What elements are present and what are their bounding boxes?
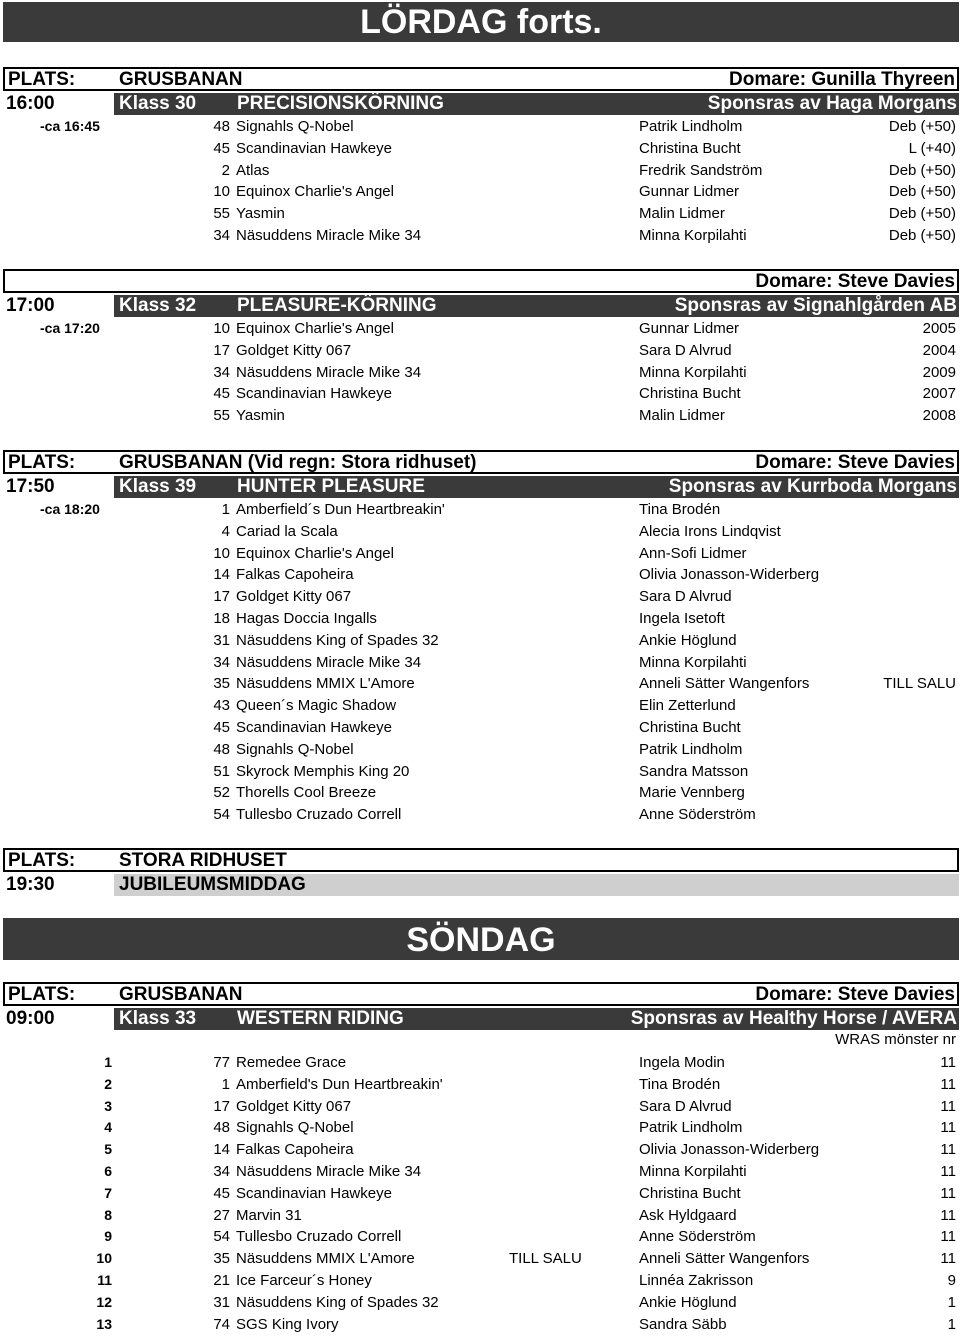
horse-name: Atlas bbox=[236, 161, 270, 179]
entry-row bbox=[0, 804, 960, 826]
horse-name: Näsuddens MMIX L'Amore bbox=[236, 675, 415, 693]
venue-row-4 bbox=[3, 848, 959, 872]
rider-name: Alecia Irons Lindqvist bbox=[639, 522, 781, 540]
horse-name: Scandinavian Hawkeye bbox=[236, 385, 392, 403]
entry-extra: 2007 bbox=[922, 385, 956, 403]
entry-row bbox=[0, 181, 960, 203]
class-name: PLEASURE-KÖRNING bbox=[237, 295, 437, 316]
rider-name: Minna Korpilahti bbox=[639, 653, 747, 671]
horse-name: Signahls Q-Nobel bbox=[236, 1119, 354, 1137]
venue-row-5 bbox=[3, 982, 959, 1006]
rider-name: Sara D Alvrud bbox=[639, 341, 732, 359]
start-time: 17:50 bbox=[6, 476, 55, 497]
rider-name: Christina Bucht bbox=[639, 1184, 741, 1202]
entry-row bbox=[0, 1139, 960, 1161]
start-number: 10 bbox=[213, 544, 230, 562]
start-number: 1 bbox=[221, 501, 230, 518]
horse-name: Näsuddens King of Spades 32 bbox=[236, 1293, 439, 1311]
arena-name: STORA RIDHUSET bbox=[119, 850, 287, 871]
class-number: Klass 30 bbox=[119, 93, 197, 114]
venue-row-1 bbox=[3, 67, 959, 91]
horse-name: Hagas Doccia Ingalls bbox=[236, 609, 377, 627]
start-number: 1 bbox=[221, 1075, 230, 1093]
entry-row bbox=[0, 362, 960, 384]
entry-row bbox=[0, 1248, 960, 1270]
start-time: 09:00 bbox=[6, 1008, 55, 1029]
class-header-30 bbox=[3, 93, 959, 115]
start-time: 19:30 bbox=[6, 874, 55, 895]
placing: 5 bbox=[104, 1141, 112, 1158]
arena-name: GRUSBANAN bbox=[119, 984, 243, 1005]
dinner-bar bbox=[114, 874, 959, 896]
start-number: 55 bbox=[213, 407, 230, 425]
start-number: 17 bbox=[213, 588, 230, 606]
class-header-33 bbox=[3, 1008, 959, 1030]
entry-extra: 11 bbox=[940, 1162, 956, 1180]
rider-name: Ankie Höglund bbox=[639, 1293, 737, 1311]
entry-row bbox=[0, 782, 960, 804]
entry-extra: Deb (+50) bbox=[888, 161, 956, 179]
entry-row bbox=[0, 1074, 960, 1096]
entry-row bbox=[0, 499, 960, 521]
horse-name: Näsuddens Miracle Mike 34 bbox=[236, 653, 422, 671]
judge-name: Domare: Gunilla Thyreen bbox=[729, 69, 955, 90]
entry-row bbox=[0, 1314, 960, 1336]
entry-row bbox=[0, 717, 960, 739]
rider-name: Anneli Sätter Wangenfors bbox=[639, 675, 810, 693]
entry-row bbox=[0, 1292, 960, 1314]
horse-name: Yasmin bbox=[236, 205, 285, 223]
dinner-row bbox=[3, 874, 959, 896]
start-number: 43 bbox=[213, 697, 230, 715]
placing: 13 bbox=[96, 1315, 112, 1332]
class-bar bbox=[114, 295, 959, 317]
start-number: 45 bbox=[213, 385, 230, 403]
rider-name: Tina Brodén bbox=[639, 1075, 721, 1093]
class-sponsor: Sponsras av Haga Morgans bbox=[707, 93, 957, 114]
start-number: 52 bbox=[213, 784, 230, 802]
day-title-saturday: LÖRDAG forts. bbox=[3, 2, 959, 42]
start-number: 14 bbox=[213, 566, 230, 584]
wras-pattern-header: WRAS mönster nr bbox=[835, 1031, 956, 1048]
start-time: 17:00 bbox=[6, 295, 55, 316]
start-number: 18 bbox=[213, 609, 230, 627]
entry-list-class-32 bbox=[0, 318, 960, 427]
horse-name: Marvin 31 bbox=[236, 1206, 302, 1224]
entry-row bbox=[0, 1096, 960, 1118]
entry-extra: 2009 bbox=[922, 363, 956, 381]
class-sponsor: Sponsras av Healthy Horse / AVERA bbox=[630, 1008, 957, 1029]
rider-name: Olivia Jonasson-Widerberg bbox=[639, 566, 820, 584]
entry-row bbox=[0, 138, 960, 160]
horse-name: Amberfield´s Dun Heartbreakin' bbox=[236, 501, 445, 518]
class-name: PRECISIONSKÖRNING bbox=[237, 93, 444, 114]
entry-row bbox=[0, 116, 960, 138]
horse-name: Näsuddens King of Spades 32 bbox=[236, 631, 439, 649]
rider-name: Olivia Jonasson-Widerberg bbox=[639, 1141, 820, 1159]
entry-extra: 2005 bbox=[922, 320, 956, 337]
judge-name: Domare: Steve Davies bbox=[755, 984, 955, 1005]
entry-extra: 11 bbox=[940, 1119, 956, 1137]
rider-name: Minna Korpilahti bbox=[639, 226, 747, 244]
entry-row bbox=[0, 1161, 960, 1183]
entry-row bbox=[0, 383, 960, 405]
placing: 7 bbox=[104, 1184, 112, 1201]
rider-name: Gunnar Lidmer bbox=[639, 183, 740, 201]
class-bar bbox=[114, 1008, 959, 1030]
entry-extra: Deb (+50) bbox=[888, 226, 956, 244]
rider-name: Christina Bucht bbox=[639, 139, 741, 157]
start-number: 14 bbox=[213, 1141, 230, 1159]
entry-extra: 9 bbox=[947, 1271, 956, 1289]
entry-extra: Deb (+50) bbox=[888, 118, 956, 135]
horse-name: Ice Farceur´s Honey bbox=[236, 1271, 372, 1289]
horse-name: Thorells Cool Breeze bbox=[236, 784, 377, 802]
placing: 12 bbox=[96, 1293, 112, 1310]
approx-time: -ca 18:20 bbox=[40, 501, 100, 517]
arena-name: GRUSBANAN (Vid regn: Stora ridhuset) bbox=[119, 452, 477, 473]
rider-name: Sandra Matsson bbox=[639, 762, 749, 780]
entry-row bbox=[0, 1226, 960, 1248]
horse-name: Tullesbo Cruzado Correll bbox=[236, 806, 402, 824]
horse-name: Scandinavian Hawkeye bbox=[236, 718, 392, 736]
rider-name: Patrik Lindholm bbox=[639, 118, 743, 135]
entry-list-class-30 bbox=[0, 116, 960, 247]
rider-name: Christina Bucht bbox=[639, 718, 741, 736]
rider-name: Malin Lidmer bbox=[639, 205, 725, 223]
event-name: JUBILEUMSMIDDAG bbox=[119, 874, 306, 895]
rider-name: Malin Lidmer bbox=[639, 407, 725, 425]
arena-name: GRUSBANAN bbox=[119, 69, 243, 90]
start-number: 35 bbox=[213, 1250, 230, 1268]
rider-name: Elin Zetterlund bbox=[639, 697, 736, 715]
rider-name: Patrik Lindholm bbox=[639, 740, 743, 758]
start-number: 45 bbox=[213, 139, 230, 157]
entry-row bbox=[0, 739, 960, 761]
horse-name: Queen´s Magic Shadow bbox=[236, 697, 397, 715]
placing: 2 bbox=[104, 1075, 112, 1092]
entry-row bbox=[0, 340, 960, 362]
entry-row bbox=[0, 630, 960, 652]
rider-name: Gunnar Lidmer bbox=[639, 320, 740, 337]
start-number: 34 bbox=[213, 653, 230, 671]
rider-name: Sara D Alvrud bbox=[639, 588, 732, 606]
horse-name: Scandinavian Hawkeye bbox=[236, 139, 392, 157]
rider-name: Sandra Säbb bbox=[639, 1315, 727, 1333]
rider-name: Patrik Lindholm bbox=[639, 1119, 743, 1137]
entry-extra: Deb (+50) bbox=[888, 183, 956, 201]
horse-name: Equinox Charlie's Angel bbox=[236, 544, 394, 562]
horse-name: Goldget Kitty 067 bbox=[236, 341, 352, 359]
entry-extra: L (+40) bbox=[908, 139, 956, 157]
rider-name: Ingela Modin bbox=[639, 1054, 725, 1071]
start-number: 31 bbox=[213, 631, 230, 649]
start-number: 27 bbox=[213, 1206, 230, 1224]
entry-list-class-39 bbox=[0, 499, 960, 826]
class-name: WESTERN RIDING bbox=[237, 1008, 404, 1029]
class-number: Klass 33 bbox=[119, 1008, 197, 1029]
entry-extra: TILL SALU bbox=[883, 675, 956, 693]
entry-row bbox=[0, 521, 960, 543]
entry-row bbox=[0, 586, 960, 608]
horse-name: Falkas Capoheira bbox=[236, 1141, 354, 1159]
entry-row bbox=[0, 1205, 960, 1227]
approx-time: -ca 17:20 bbox=[40, 320, 100, 336]
start-number: 35 bbox=[213, 675, 230, 693]
horse-name: Signahls Q-Nobel bbox=[236, 740, 354, 758]
entry-row bbox=[0, 1052, 960, 1074]
class-number: Klass 39 bbox=[119, 476, 197, 497]
start-number: 2 bbox=[221, 161, 230, 179]
entry-row bbox=[0, 673, 960, 695]
start-number: 77 bbox=[213, 1054, 230, 1071]
horse-name: Näsuddens Miracle Mike 34 bbox=[236, 226, 422, 244]
entry-extra: 11 bbox=[940, 1228, 956, 1246]
horse-name: Skyrock Memphis King 20 bbox=[236, 762, 410, 780]
entry-extra: Deb (+50) bbox=[888, 205, 956, 223]
start-number: 10 bbox=[213, 183, 230, 201]
start-number: 74 bbox=[213, 1315, 230, 1333]
horse-name: Näsuddens MMIX L'Amore bbox=[236, 1250, 415, 1268]
start-number: 55 bbox=[213, 205, 230, 223]
venue-row-3 bbox=[3, 450, 959, 474]
start-number: 34 bbox=[213, 226, 230, 244]
plats-label: PLATS: bbox=[8, 850, 76, 871]
placing: 9 bbox=[104, 1228, 112, 1245]
entry-row bbox=[0, 695, 960, 717]
start-number: 45 bbox=[213, 1184, 230, 1202]
class-sponsor: Sponsras av Signahlgården AB bbox=[674, 295, 957, 316]
start-time: 16:00 bbox=[6, 93, 55, 114]
horse-name: Cariad la Scala bbox=[236, 522, 338, 540]
placing: 3 bbox=[104, 1097, 112, 1114]
start-number: 4 bbox=[221, 522, 230, 540]
entry-extra: 1 bbox=[947, 1293, 956, 1311]
entry-row bbox=[0, 318, 960, 340]
start-number: 51 bbox=[213, 762, 230, 780]
horse-name: Näsuddens Miracle Mike 34 bbox=[236, 363, 422, 381]
entry-extra: 11 bbox=[940, 1250, 956, 1268]
start-number: 31 bbox=[213, 1293, 230, 1311]
start-number: 54 bbox=[213, 1228, 230, 1246]
rider-name: Anneli Sätter Wangenfors bbox=[639, 1250, 810, 1268]
start-number: 10 bbox=[213, 320, 230, 337]
horse-name: Yasmin bbox=[236, 407, 285, 425]
rider-name: Sara D Alvrud bbox=[639, 1097, 732, 1115]
start-number: 48 bbox=[213, 118, 230, 135]
plats-label: PLATS: bbox=[8, 984, 76, 1005]
plats-label: PLATS: bbox=[8, 452, 76, 473]
entry-extra: 11 bbox=[940, 1097, 956, 1115]
entry-row bbox=[0, 1117, 960, 1139]
rider-name: Fredrik Sandström bbox=[639, 161, 763, 179]
entry-extra: 11 bbox=[940, 1184, 956, 1202]
entry-extra: 2008 bbox=[922, 407, 956, 425]
rider-name: Anne Söderström bbox=[639, 1228, 756, 1246]
start-number: 17 bbox=[213, 1097, 230, 1115]
class-bar bbox=[114, 476, 959, 498]
rider-name: Minna Korpilahti bbox=[639, 363, 747, 381]
horse-name: Signahls Q-Nobel bbox=[236, 118, 354, 135]
start-number: 48 bbox=[213, 740, 230, 758]
class-sponsor: Sponsras av Kurrboda Morgans bbox=[668, 476, 957, 497]
class-bar bbox=[114, 93, 959, 115]
placing: 8 bbox=[104, 1206, 112, 1223]
entry-row bbox=[0, 543, 960, 565]
start-number: 17 bbox=[213, 341, 230, 359]
rider-name: Ankie Höglund bbox=[639, 631, 737, 649]
start-number: 48 bbox=[213, 1119, 230, 1137]
entry-row bbox=[0, 405, 960, 427]
entry-row bbox=[0, 608, 960, 630]
sale-note: TILL SALU bbox=[509, 1250, 582, 1268]
horse-name: Amberfield's Dun Heartbreakin' bbox=[236, 1075, 443, 1093]
venue-row-2 bbox=[3, 269, 959, 293]
horse-name: SGS King Ivory bbox=[236, 1315, 339, 1333]
horse-name: Falkas Capoheira bbox=[236, 566, 354, 584]
entry-extra: 11 bbox=[940, 1054, 956, 1071]
horse-name: Tullesbo Cruzado Correll bbox=[236, 1228, 402, 1246]
rider-name: Ask Hyldgaard bbox=[639, 1206, 737, 1224]
entry-row bbox=[0, 1270, 960, 1292]
horse-name: Goldget Kitty 067 bbox=[236, 1097, 352, 1115]
placing: 11 bbox=[97, 1271, 112, 1288]
horse-name: Equinox Charlie's Angel bbox=[236, 183, 394, 201]
placing: 1 bbox=[104, 1054, 112, 1070]
judge-name: Domare: Steve Davies bbox=[755, 452, 955, 473]
day-title-sunday: SÖNDAG bbox=[3, 918, 959, 960]
horse-name: Equinox Charlie's Angel bbox=[236, 320, 394, 337]
start-number: 34 bbox=[213, 1162, 230, 1180]
entry-extra: 11 bbox=[940, 1075, 956, 1093]
entry-extra: 1 bbox=[947, 1315, 956, 1333]
entry-extra: 11 bbox=[940, 1141, 956, 1159]
class-name: HUNTER PLEASURE bbox=[237, 476, 425, 497]
entry-extra: 2004 bbox=[922, 341, 956, 359]
rider-name: Tina Brodén bbox=[639, 501, 721, 518]
class-number: Klass 32 bbox=[119, 295, 197, 316]
entry-extra: 11 bbox=[940, 1206, 956, 1224]
rider-name: Minna Korpilahti bbox=[639, 1162, 747, 1180]
horse-name: Remedee Grace bbox=[236, 1054, 347, 1071]
placing: 10 bbox=[96, 1250, 112, 1267]
entry-row bbox=[0, 564, 960, 586]
rider-name: Christina Bucht bbox=[639, 385, 741, 403]
start-number: 54 bbox=[213, 806, 230, 824]
class-header-32 bbox=[3, 295, 959, 317]
placing: 4 bbox=[104, 1119, 112, 1136]
entry-list-class-33 bbox=[0, 1052, 960, 1335]
rider-name: Ingela Isetoft bbox=[639, 609, 725, 627]
start-number: 21 bbox=[213, 1271, 230, 1289]
rider-name: Anne Söderström bbox=[639, 806, 756, 824]
rider-name: Ann-Sofi Lidmer bbox=[639, 544, 747, 562]
entry-row bbox=[0, 761, 960, 783]
entry-row bbox=[0, 203, 960, 225]
rider-name: Linnéa Zakrisson bbox=[639, 1271, 754, 1289]
placing: 6 bbox=[104, 1162, 112, 1179]
horse-name: Goldget Kitty 067 bbox=[236, 588, 352, 606]
rider-name: Marie Vennberg bbox=[639, 784, 745, 802]
horse-name: Scandinavian Hawkeye bbox=[236, 1184, 392, 1202]
entry-row bbox=[0, 1183, 960, 1205]
approx-time: -ca 16:45 bbox=[40, 118, 100, 134]
entry-row bbox=[0, 160, 960, 182]
class-header-39 bbox=[3, 476, 959, 498]
start-number: 34 bbox=[213, 363, 230, 381]
entry-row bbox=[0, 225, 960, 247]
entry-row bbox=[0, 652, 960, 674]
horse-name: Näsuddens Miracle Mike 34 bbox=[236, 1162, 422, 1180]
judge-name: Domare: Steve Davies bbox=[755, 271, 955, 292]
plats-label: PLATS: bbox=[8, 69, 76, 90]
start-number: 45 bbox=[213, 718, 230, 736]
